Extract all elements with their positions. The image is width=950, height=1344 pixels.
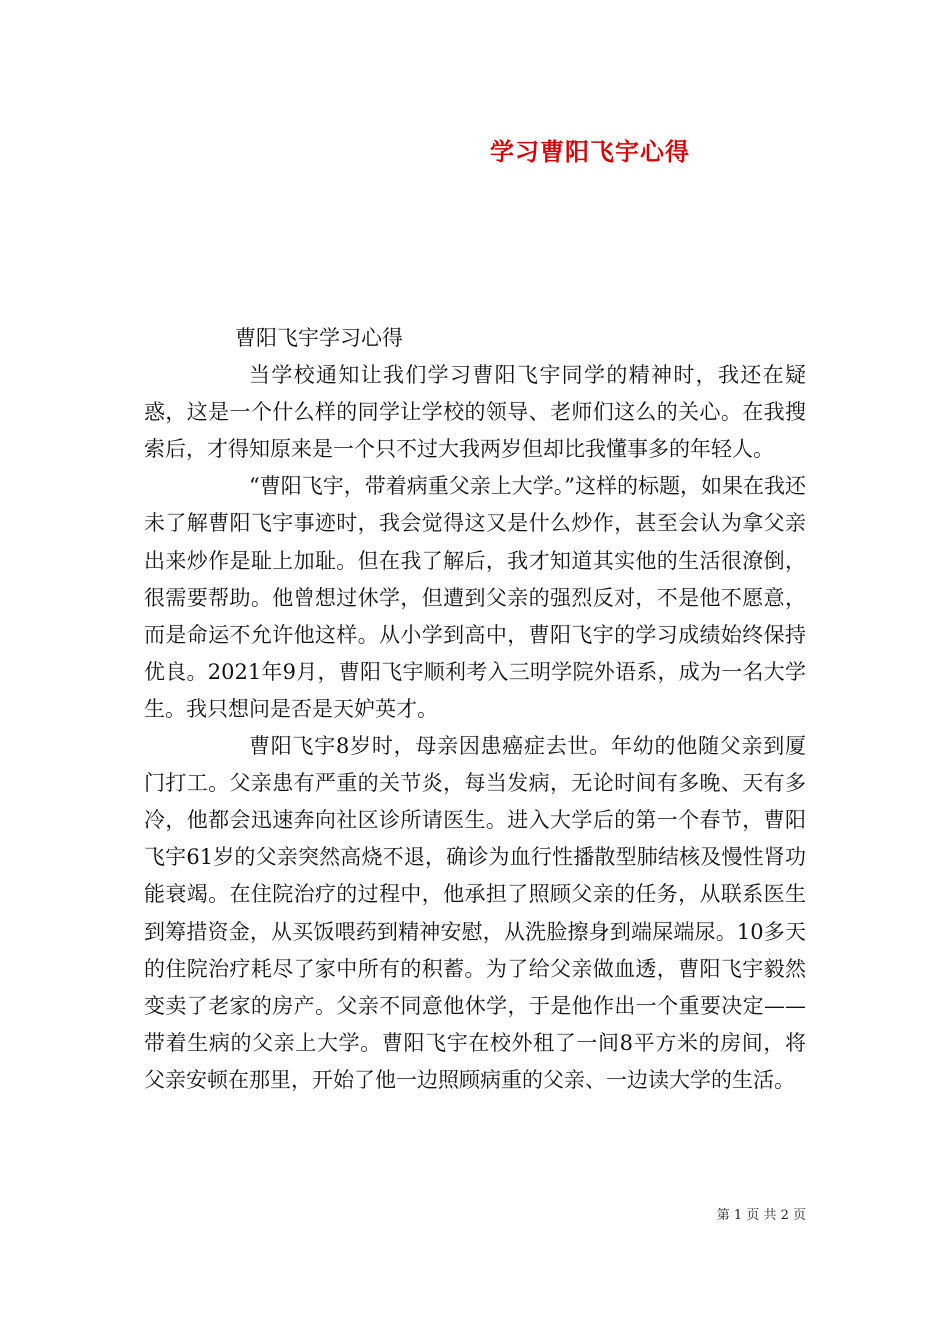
paragraph: 当学校通知让我们学习曹阳飞宇同学的精神时，我还在疑惑，这是一个什么样的同学让学校的领导、老师们这么的关心。在我搜索后，才得知原来是一个只不过大我两岁但却比我懂事多的年轻人。: [144, 363, 806, 462]
document-body: [144, 320, 806, 1099]
paragraph: 曹阳飞宇8岁时，母亲因患癌症去世。年幼的他随父亲到厦门打工。父亲患有严重的关节炎，每当发病，无论时间有多晚、天有多冷，他都会迅速奔向社区诊所请医生。进入大学后的第一个春节，曹阳飞宇61岁的父亲突然高烧不退，确诊为血行性播散型肺结核及慢性肾功能衰竭。在住院治疗的过程中，他承担了照顾父亲的任务，从联系医生到筹措资金，从买饭喂药到精神安慰，从洗脸擦身到端屎端尿。10多天的住院治疗耗尽了家中所有的积蓄。为了给父亲做血透，曹阳飞宇毅然变卖了老家的房产。父亲不同意他休学，于是他作出一个重要决定——带着生病的父亲上大学。曹阳飞宇在校外租了一间8平方米的房间，将父亲安顿在那里，开始了他一边照顾病重的父亲、一边读大学的生活。: [144, 734, 806, 1092]
document-subtitle: 曹阳飞宇学习心得: [235, 326, 403, 350]
page-number-footer: 第 1 页 共 2 页: [716, 1208, 806, 1223]
paragraph: “曹阳飞宇，带着病重父亲上大学。”这样的标题，如果在我还未了解曹阳飞宇事迹时，我会觉得这又是什么炒作，甚至会认为拿父亲出来炒作是耻上加耻。但在我了解后，我才知道其实他的生活很潦倒，很需要帮助。他曾想过休学，但遭到父亲的强烈反对，不是他不愿意，而是命运不允许他这样。从小学到高中，曹阳飞宇的学习成绩始终保持优良。2021年9月，曹阳飞宇顺利考入三明学院外语系，成为一名大学生。我只想问是否是天妒英才。: [144, 474, 806, 721]
document-title: 学习曹阳飞宇心得: [490, 138, 690, 166]
